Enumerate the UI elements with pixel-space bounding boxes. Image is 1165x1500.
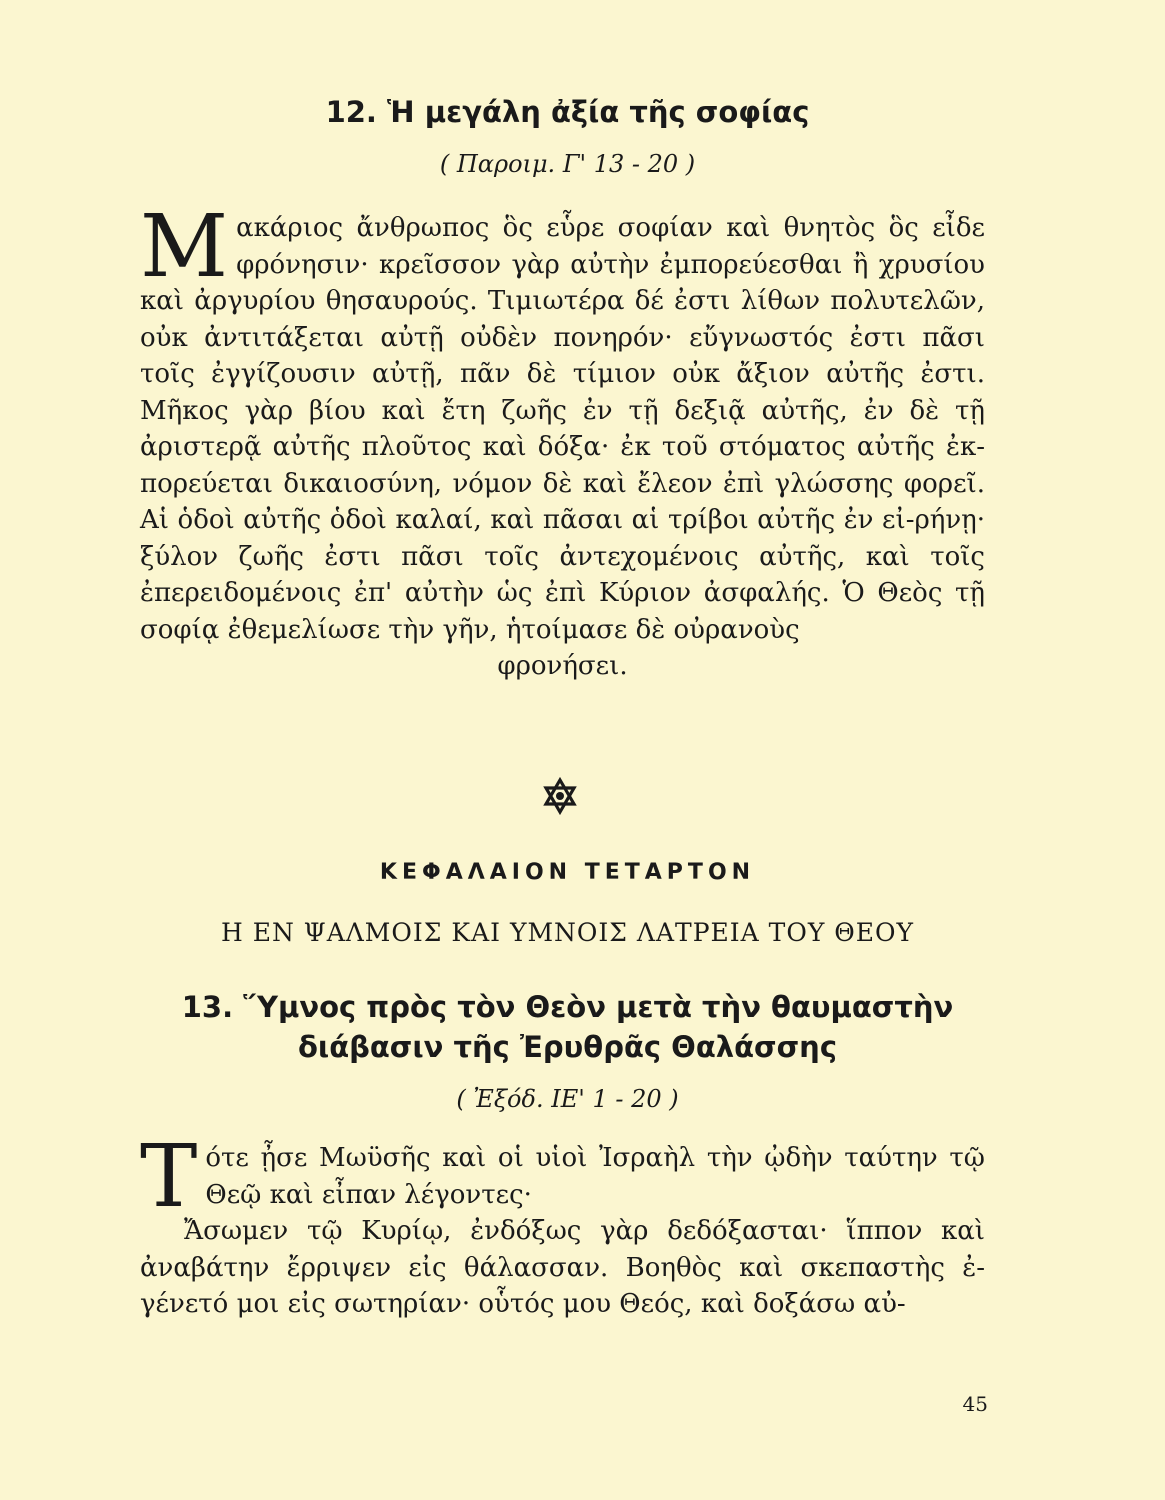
chapter-subtitle: Η ΕΝ ΨΑΛΜΟΙΣ ΚΑΙ ΥΜΝΟΙΣ ΛΑΤΡΕΙΑ ΤΟΥ ΘΕΟΥ [220, 918, 915, 947]
page-number: 45 [962, 1392, 988, 1416]
star-ornament-icon [540, 776, 580, 816]
section-12-dropcap: Μ [140, 197, 229, 297]
section-13-reference: ( Ἐξόδ. ΙΕ' 1 - 20 ) [456, 1085, 679, 1113]
chapter-heading: ΚΕΦΑΛΑΙΟΝ ΤΕΤΑΡΤΟΝ [379, 860, 756, 885]
section-13-intro: ότε ᾖσε Μωϋσῆς καὶ οἱ υἱοὶ Ἰσραὴλ τὴν ᾠδὴν ταύτην τῷ Θεῷ καὶ εἶπαν λέγοντες· [205, 1143, 985, 1210]
section-13-body [140, 1127, 985, 1323]
section-12-title: 12. Ἡ μεγάλη ἀξία τῆς σοφίας [325, 95, 810, 129]
section-12-last-line: φρονήσει. [497, 651, 628, 681]
section-13-dropcap: Τ [140, 1127, 198, 1227]
section-13-title-line2: διάβασιν τῆς Ἐρυθρᾶς Θαλάσσης [297, 1030, 838, 1064]
section-12-body [140, 197, 985, 685]
section-13-title-line1: 13. Ὕμνος πρὸς τὸν Θεὸν μετὰ τὴν θαυμαστὴν [181, 990, 954, 1024]
section-12-paragraph: ακάριος ἄνθρωπος ὃς εὗρε σοφίαν καὶ θνητὸς ὃς εἶδε φρόνησιν· κρεῖσσον γὰρ αὐτὴν ἐμπορεύεσθαι ἢ χρυσίου καὶ ἀργυρίου θησαυρούς. Τιμιωτέρα δέ ἐστι λίθων πολυτελῶν, οὐκ ἀντιτάξεται αὐτῇ οὐδὲν πονηρόν· εὔγνωστός ἐστι πᾶσι τοῖς ἐγγίζουσιν αὐτῇ, πᾶν δὲ τίμιον οὐκ ἄξιον αὐτῆς ἐστι. Μῆκος γὰρ βίου καὶ ἔτη ζωῆς ἐν τῇ δεξιᾷ αὐτῆς, ἐν δὲ τῇ ἀριστερᾷ αὐτῆς πλοῦτος καὶ δόξα· ἐκ τοῦ στόματος αὐτῆς ἐκ-πορεύεται δικαιοσύνη, νόμον δὲ καὶ ἔλεον ἐπὶ γλώσσης φορεῖ. Αἱ ὁδοὶ αὐτῆς ὁδοὶ καλαί, καὶ πᾶσαι αἱ τρίβοι αὐτῆς ἐν εἰ-ρήνῃ· ξύλον ζωῆς ἐστι πᾶσι τοῖς ἀντεχομένοις αὐτῆς, καὶ τοῖς ἐπερειδομένοις ἐπ' αὐτὴν ὡς ἐπὶ Κύριον ἀσφαλής. Ὁ Θεὸς τῇ σοφίᾳ ἐθεμελίωσε τὴν γῆν, ἡτοίμασε δὲ οὐρανοὺς [140, 213, 985, 645]
section-13-verse: Ἄσωμεν τῷ Κυρίῳ, ἐνδόξως γὰρ δεδόξασται· ἵππον καὶ ἀναβάτην ἔρριψεν εἰς θάλασσαν. Βοηθὸς καὶ σκεπαστὴς ἐ-γένετό μοι εἰς σωτηρίαν· οὗτός μου Θεός, καὶ δοξάσω αὐ- [140, 1216, 985, 1319]
section-12-reference: ( Παροιμ. Γ' 13 - 20 ) [439, 150, 696, 178]
